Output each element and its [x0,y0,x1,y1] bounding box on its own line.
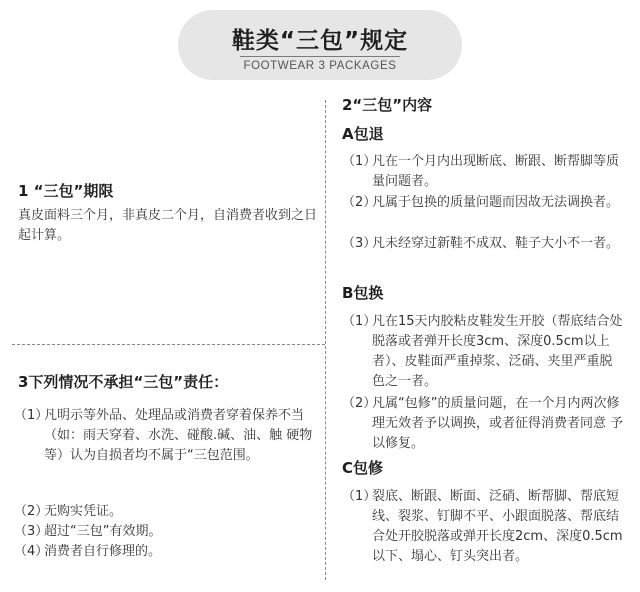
excluded-item-4 [14,542,326,562]
item-number: （2） [342,195,377,210]
exchange-item-1 [342,312,628,392]
excluded-heading: 3下列情况不承担“三包”责任： [18,373,229,391]
excluded-item-3 [14,522,326,542]
content-heading: 2“三包”内容 [342,96,433,114]
item-text: 凡属于包换的质量问题而因故无法调换者。 [372,195,620,210]
exchange-item-2 [342,394,628,454]
item-number: （1） [342,154,377,169]
excluded-item-2 [14,502,326,522]
item-text: 凡在一个月内出现断底、断跟、断帮脚等质量问题者。 [372,154,620,189]
refund-item-3 [342,234,628,254]
item-text: 凡属“包修”的质量问题，在一个月内两次修理无效者予以调换，或者征得消费者同意 予以修复。 [372,396,624,451]
item-text: 消费者自行修理的。 [44,544,162,559]
item-number: （3） [14,524,49,539]
item-number: （3） [342,236,377,251]
repair-item-1 [342,487,628,567]
item-number: （2） [14,504,49,519]
refund-item-2 [342,193,628,213]
refund-heading: A包退 [342,125,384,143]
title-underline [240,56,400,57]
item-text: 凡在15天内胶粘皮鞋发生开胶（帮底结合处脱落或者弹开长度3cm、深度0.5cm以上 者）、皮鞋面严重掉浆、泛硝、夹里严重脱 色之一者。 [372,314,623,389]
period-heading: 1 “三包”期限 [18,182,114,200]
item-number: （1） [342,489,377,504]
excluded-item-1 [14,406,326,466]
item-number: （4） [14,544,49,559]
item-text: 凡未经穿过新鞋不成双、鞋子大小不一者。 [372,236,620,251]
item-number: （2） [342,396,377,411]
page-title: 鞋类“三包”规定 [231,28,409,54]
period-text: 真皮面料三个月，非真皮二个月，自消费者收到之日起计算。 [18,208,318,243]
repair-heading: C包修 [342,459,384,477]
item-number: （1） [342,314,377,329]
item-text: 无购实凭证。 [44,504,123,519]
item-text: 超过“三包”有效期。 [44,524,162,539]
item-text: 裂底、断跟、断面、泛硝、断帮脚、帮底短线、裂浆、钉脚不平、小跟面脱落、帮底结合处开胶脱落或弹开长度2cm、深度0.5cm以下、塌心、钉头突出者。 [372,489,623,564]
section-divider [12,344,325,345]
page-subtitle: FOOTWEAR 3 PACKAGES [243,60,397,72]
exchange-heading: B包换 [342,284,384,302]
refund-item-1 [342,152,628,192]
item-number: （1） [14,408,49,423]
item-text: 凡明示等外品、处理品或消费者穿着保养不当（如：雨天穿着、水洗、碰酸.碱、油、触 硬物等）认为自损者均不属于“三包范围。 [44,408,313,463]
